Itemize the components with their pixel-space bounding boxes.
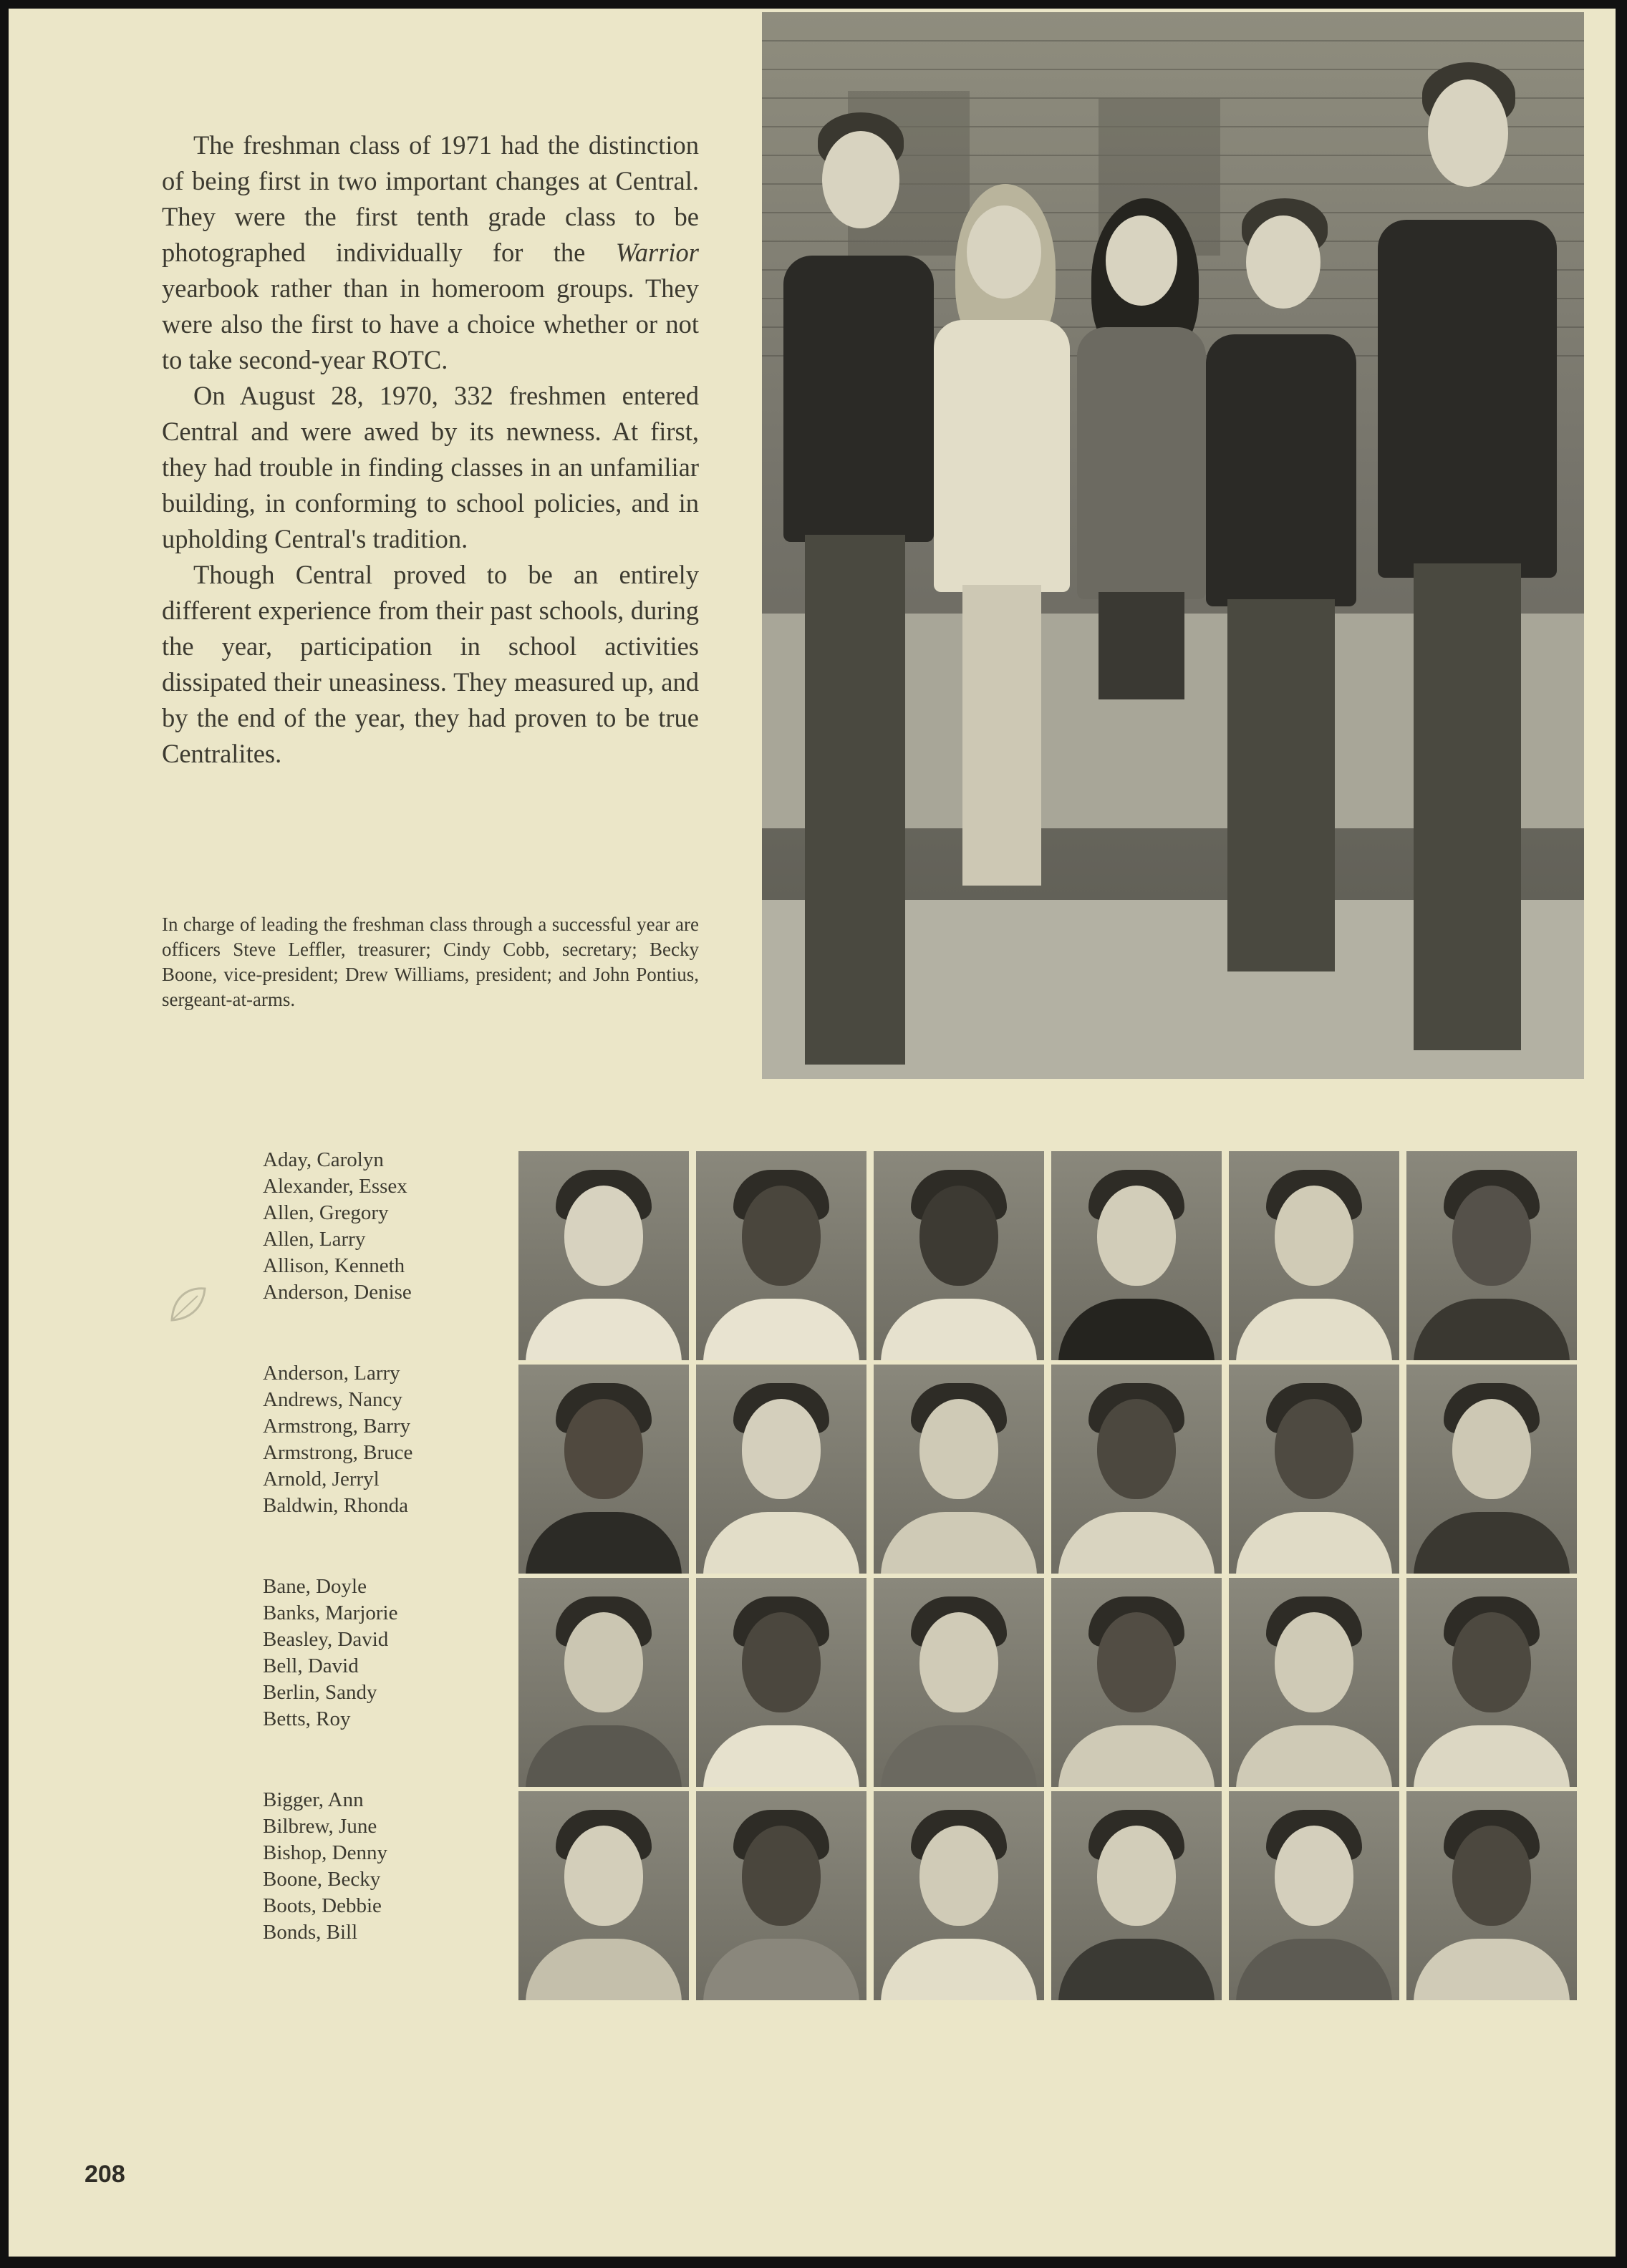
officers-group-photo [762,12,1584,1079]
intro-p1-end: yearbook rather than in homeroom groups. They were also the first to have a choice whether or not to take second-year ROTC. [162,273,699,374]
officer-figure-1 [776,112,941,1079]
names-list-row-3 [263,1574,478,1732]
student-portrait [1406,1151,1577,1360]
page-number: 208 [85,2161,125,2188]
student-name: Beasley, David [263,1628,389,1651]
student-portrait [696,1578,866,1787]
leaf-watermark-icon [166,1283,209,1326]
student-name: Berlin, Sandy [263,1681,377,1704]
student-portrait [1229,1151,1399,1360]
student-portrait [518,1578,689,1787]
student-portrait [1051,1578,1222,1787]
student-portrait [1051,1791,1222,2000]
student-portrait [1229,1365,1399,1574]
student-name: Bane, Doyle [263,1575,367,1598]
intro-text [162,127,699,772]
student-name: Boone, Becky [263,1868,381,1891]
officers-caption: In charge of leading the freshman class through a successful year are officers Steve Leffler, treasurer; Cindy Cobb, secretary; Becky Boone, vice-president; Drew Williams, president; and John Pontius, sergeant-at-arms. [162,914,699,1010]
student-name: Baldwin, Rhonda [263,1494,408,1517]
intro-paragraph-1 [162,127,699,378]
student-portrait [1051,1151,1222,1360]
intro-paragraph-2: On August 28, 1970, 332 freshmen entered Central and were awed by its newness. At first, they had trouble in finding classes in an unfamiliar building, in conforming to school policies, and in upholding Central's tradition. [162,381,699,553]
student-portrait [518,1365,689,1574]
student-portrait [518,1791,689,2000]
warrior-title: Warrior [615,238,699,267]
officer-figure-3 [1070,198,1213,699]
student-portrait [1229,1791,1399,2000]
student-name: Armstrong, Bruce [263,1441,413,1464]
officer-figure-4 [1199,198,1363,986]
student-name: Alexander, Essex [263,1175,407,1198]
names-list-row-2 [263,1360,478,1519]
student-portrait [1406,1365,1577,1574]
student-portrait [1406,1578,1577,1787]
intro-paragraph-3: Though Central proved to be an entirely different experience from their past schools, during the year, participation in school activities dissipated their uneasiness. They measured up, and by the end of the year, they had proven to be true Centralites. [162,560,699,768]
student-portrait [696,1791,866,2000]
names-list-row-1 [263,1147,478,1306]
student-name: Andrews, Nancy [263,1388,402,1411]
student-name: Anderson, Larry [263,1362,400,1385]
student-name: Bishop, Denny [263,1841,387,1864]
student-name: Arnold, Jerryl [263,1468,380,1491]
student-portrait [696,1151,866,1360]
officer-figure-2 [927,184,1077,900]
student-name: Aday, Carolyn [263,1148,384,1171]
student-portrait [518,1151,689,1360]
student-portrait [874,1578,1044,1787]
student-portrait [696,1365,866,1574]
student-name: Betts, Roy [263,1707,351,1730]
student-name: Allison, Kenneth [263,1254,405,1277]
student-portrait [874,1151,1044,1360]
student-name: Armstrong, Barry [263,1415,411,1438]
officer-figure-5 [1371,62,1564,1065]
student-name: Bigger, Ann [263,1788,364,1811]
names-list-row-4 [263,1787,478,1946]
student-portrait [1406,1791,1577,2000]
intro-p1-start: The freshman class of 1971 had the distinction of being first in two important changes at Central. They were the first tenth grade class to be photographed individually for the [162,130,699,267]
student-portrait [1229,1578,1399,1787]
student-name: Bilbrew, June [263,1815,377,1838]
student-name: Allen, Larry [263,1228,366,1251]
student-name: Boots, Debbie [263,1894,382,1917]
student-name: Banks, Marjorie [263,1601,398,1624]
student-name: Bonds, Bill [263,1921,358,1944]
student-portrait [874,1791,1044,2000]
yearbook-page [9,9,1616,2257]
student-portrait [1051,1365,1222,1574]
student-portrait [874,1365,1044,1574]
student-name: Allen, Gregory [263,1201,389,1224]
student-name: Bell, David [263,1654,359,1677]
student-name: Anderson, Denise [263,1281,412,1304]
